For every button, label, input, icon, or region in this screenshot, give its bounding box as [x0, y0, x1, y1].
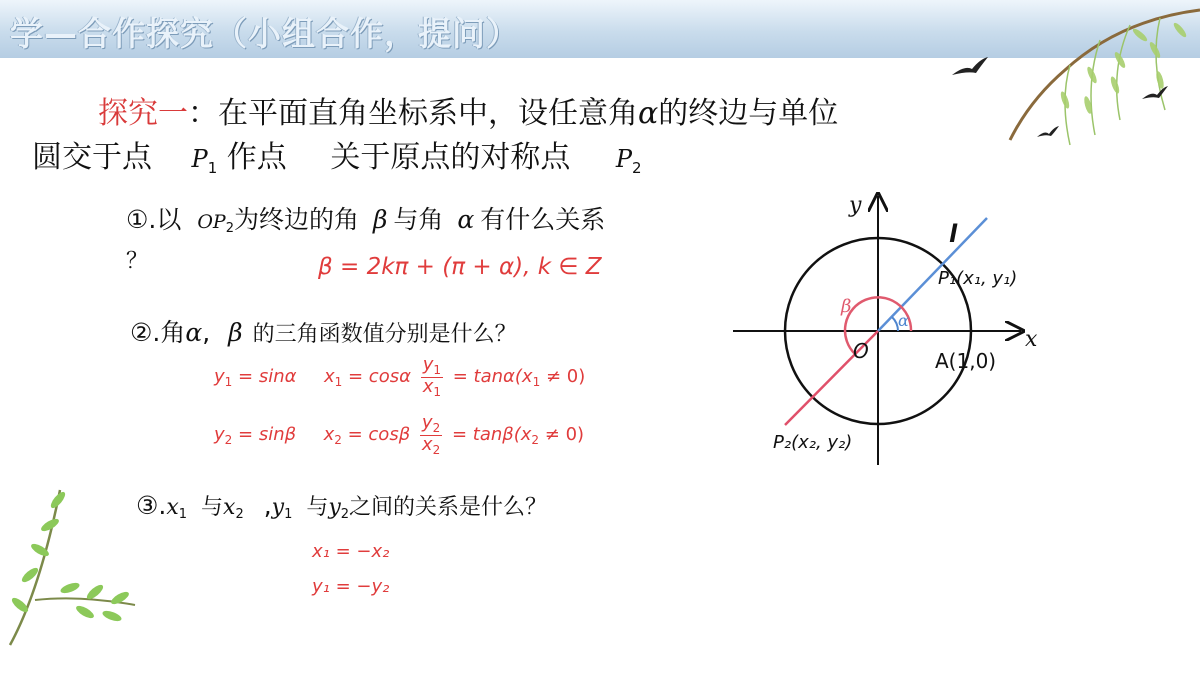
tan-sub: 2	[531, 433, 540, 448]
question-2	[130, 313, 517, 349]
swallow-icon	[1035, 125, 1061, 145]
p1-subscript: 1	[207, 159, 218, 177]
beta-symbol: β	[228, 318, 243, 347]
q2-formula-row-2	[214, 414, 584, 456]
intro-text-1b: 的终边与单位	[658, 96, 839, 131]
q2-text: 的三角函数值分别是什么？	[252, 322, 517, 347]
q1-prefix: ①.以	[126, 205, 182, 234]
q1-text-b: 与角	[393, 205, 444, 234]
q2-prefix: ②.角	[130, 318, 186, 347]
y1-var: y	[214, 366, 225, 388]
q3-answer-2: y₁ = −y₂	[312, 576, 390, 597]
num-sub: 2	[432, 421, 441, 435]
cos-alpha: = cosα	[348, 366, 411, 388]
x2-sub: 2	[334, 433, 342, 448]
beta-label: β	[841, 296, 852, 317]
alpha-symbol: α	[185, 318, 203, 347]
p2-subscript: 2	[632, 159, 642, 177]
fraction-y2-x2	[420, 414, 442, 456]
p2-symbol: P	[615, 145, 633, 173]
cos-beta: = cosβ	[347, 424, 411, 446]
sin-alpha: = sinα	[238, 366, 297, 388]
intro-label: 探究一	[98, 96, 188, 131]
op-subscript: 2	[225, 221, 234, 236]
y2-sub: 2	[340, 507, 350, 522]
intro-colon: ：	[188, 96, 218, 131]
alpha-symbol: α	[638, 96, 659, 131]
q1-text-c: 有什么关系	[480, 205, 606, 234]
q3-comma: ,	[263, 491, 272, 520]
x2-var: x	[323, 424, 335, 446]
tan-condition: ≠ 0)	[545, 366, 586, 388]
intro-line-1	[98, 88, 838, 132]
sin-beta: = sinβ	[238, 424, 297, 446]
unit-circle-diagram	[725, 190, 1045, 470]
x2-var: x	[223, 495, 236, 520]
q3-text: 之间的关系是什么？	[349, 495, 548, 520]
p1-symbol: P	[191, 145, 208, 173]
x2-sub: 2	[235, 507, 244, 522]
tan-beta: = tanβ(x	[451, 424, 532, 446]
num-var: y	[422, 354, 434, 375]
y2-var: y	[328, 495, 341, 520]
intro-text-2c: 关于原点的对称点	[330, 140, 571, 175]
q1-answer: β = 2kπ + (π + α), k ∈ Z	[318, 254, 602, 280]
swallow-icon	[1140, 85, 1170, 107]
p2-label: P₂(x₂, y₂)	[773, 432, 853, 453]
intro-text-2a: 圆交于点	[32, 140, 152, 175]
beta-symbol: β	[372, 205, 388, 234]
q2-formula-row-1	[214, 356, 585, 398]
y2-sub: 2	[224, 433, 233, 448]
intro-line-2	[32, 132, 642, 176]
den-var: x	[422, 375, 434, 397]
y2-var: y	[214, 424, 225, 446]
intro-text-1: 在平面直角坐标系中，设任意角	[218, 96, 638, 131]
den-sub: 1	[433, 384, 441, 399]
a-point-label: A(1,0)	[935, 349, 997, 373]
and-word: 与	[201, 495, 224, 520]
question-3	[136, 490, 547, 521]
q2-comma: ,	[202, 318, 211, 347]
intro-text-2b: 作点	[226, 140, 287, 175]
x-axis-label: x	[1025, 327, 1038, 352]
q3-answer-1: x₁ = −x₂	[312, 541, 390, 562]
y-axis-label: y	[849, 193, 862, 218]
x1-sub: 1	[334, 375, 343, 390]
op-symbol: OP	[197, 211, 226, 233]
den-var: x	[421, 433, 433, 455]
question-1	[126, 200, 605, 236]
x1-sub: 1	[178, 507, 188, 522]
y1-sub: 1	[224, 375, 233, 390]
tan-condition: ≠ 0)	[544, 424, 585, 446]
tan-alpha: = tanα(x	[452, 366, 533, 388]
y1-sub: 1	[284, 507, 293, 522]
y1-var: y	[271, 495, 285, 520]
q1-question-mark: ？	[126, 249, 149, 274]
den-sub: 2	[432, 442, 441, 457]
tan-sub: 1	[532, 375, 541, 390]
alpha-label: α	[898, 311, 909, 330]
line-l-label: l	[949, 220, 958, 248]
num-var: y	[421, 412, 433, 433]
leaf-branch-decoration	[0, 480, 150, 650]
and-word: 与	[306, 495, 329, 520]
num-sub: 1	[433, 363, 441, 377]
q3-prefix: ③.	[136, 491, 167, 520]
swallow-icon	[950, 55, 990, 85]
q1-text-a: 为终边的角	[233, 205, 359, 234]
alpha-symbol: α	[457, 205, 475, 234]
x1-var: x	[166, 495, 179, 520]
p1-label: P₁(x₁, y₁)	[938, 268, 1018, 289]
slide-title: 学—合作探究（小组合作，提问）	[10, 14, 520, 53]
origin-label: O	[853, 339, 869, 363]
x1-var: x	[323, 366, 335, 388]
fraction-y1-x1	[421, 356, 443, 398]
